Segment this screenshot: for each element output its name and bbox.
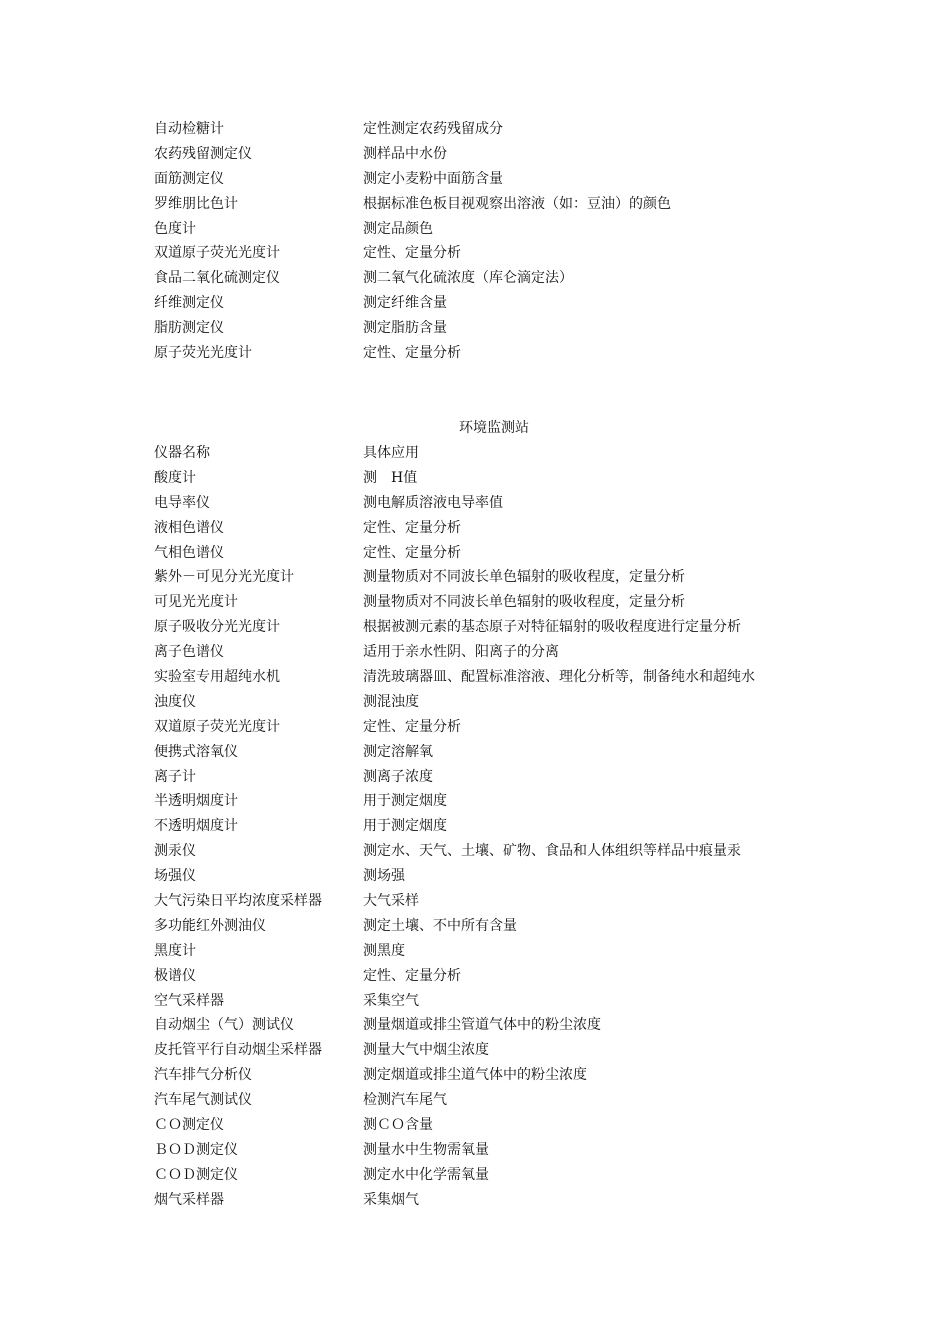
instrument-application: 测ＣＯ含量 <box>363 1117 433 1134</box>
table-row <box>154 939 854 964</box>
instrument-application: 清洗玻璃器皿、配置标准溶液、理化分析等，制备纯水和超纯水 <box>363 669 755 686</box>
instrument-name: 仪器名称 <box>154 445 210 461</box>
table-row <box>154 839 854 864</box>
instrument-name: 半透明烟度计 <box>154 793 238 810</box>
table-row <box>154 142 854 167</box>
instrument-name: 皮托管平行自动烟尘采样器 <box>154 1042 322 1059</box>
instrument-application: 采集烟气 <box>363 1191 419 1208</box>
table-row <box>154 167 854 192</box>
instrument-application: 测定溶解氧 <box>363 743 433 760</box>
table-row <box>154 516 854 541</box>
instrument-application: 测混浊度 <box>363 693 419 710</box>
instrument-name: 测汞仪 <box>154 843 196 860</box>
instrument-name: 液相色谱仪 <box>154 519 224 536</box>
instrument-application: 定性、定量分析 <box>363 345 461 362</box>
table-row <box>154 1013 854 1038</box>
table-row <box>154 765 854 790</box>
instrument-name: 气相色谱仪 <box>154 544 224 561</box>
instrument-name: 汽车排气分析仪 <box>154 1067 252 1084</box>
instrument-application: 定性、定量分析 <box>363 245 461 262</box>
instrument-name: 色度计 <box>154 220 196 237</box>
instrument-application: 测定品颜色 <box>363 220 433 237</box>
instrument-application: 测定脂肪含量 <box>363 320 447 337</box>
instrument-name: 不透明烟度计 <box>154 818 238 835</box>
table-row <box>154 964 854 989</box>
table-row <box>154 565 854 590</box>
instrument-name: 纤维测定仪 <box>154 295 224 312</box>
instrument-name: 电导率仪 <box>154 494 210 511</box>
instrument-list-environment <box>154 441 854 1213</box>
instrument-name: 黑度计 <box>154 942 196 959</box>
instrument-application: 测黑度 <box>363 942 405 959</box>
instrument-name: 离子色谱仪 <box>154 644 224 661</box>
instrument-application: 定性、定量分析 <box>363 544 461 561</box>
instrument-application: 采集空气 <box>363 992 419 1009</box>
instrument-name: 离子计 <box>154 768 196 785</box>
table-row <box>154 491 854 516</box>
table-row <box>154 441 854 466</box>
instrument-name: 实验室专用超纯水机 <box>154 669 280 686</box>
table-row <box>154 1063 854 1088</box>
instrument-application: 测定小麦粉中面筋含量 <box>363 170 503 187</box>
table-row <box>154 291 854 316</box>
instrument-application: 根据标准色板目视观察出溶液（如：豆油）的颜色 <box>363 195 671 212</box>
instrument-name: 大气污染日平均浓度采样器 <box>154 893 322 910</box>
table-row <box>154 541 854 566</box>
instrument-application: 测定烟道或排尘道气体中的粉尘浓度 <box>363 1067 587 1084</box>
instrument-name: 极谱仪 <box>154 967 196 984</box>
instrument-name: ＣＯ测定仪 <box>154 1117 224 1134</box>
table-row <box>154 217 854 242</box>
instrument-application: 用于测定烟度 <box>363 818 447 835</box>
table-row <box>154 590 854 615</box>
instrument-application: 测定水、天气、土壤、矿物、食品和人体组织等样品中痕量汞 <box>363 843 741 860</box>
instrument-application: 测场强 <box>363 868 405 885</box>
instrument-name: 双道原子荧光光度计 <box>154 245 280 262</box>
instrument-application: 测量水中生物需氧量 <box>363 1141 489 1158</box>
instrument-name: 自动检糖计 <box>154 121 224 137</box>
instrument-name: 空气采样器 <box>154 992 224 1009</box>
table-row <box>154 814 854 839</box>
table-row <box>154 864 854 889</box>
instrument-name: 食品二氧化硫测定仪 <box>154 270 280 287</box>
instrument-application: 根据被测元素的基态原子对特征辐射的吸收程度进行定量分析 <box>363 619 741 636</box>
instrument-application: 大气采样 <box>363 893 419 910</box>
instrument-name: 酸度计 <box>154 469 196 486</box>
table-row <box>154 266 854 291</box>
table-row <box>154 341 854 366</box>
instrument-name: 烟气采样器 <box>154 1191 224 1208</box>
instrument-name: ＣＯＤ测定仪 <box>154 1166 238 1183</box>
instrument-name: 原子荧光光度计 <box>154 345 252 362</box>
instrument-application: 定性、定量分析 <box>363 718 461 735</box>
instrument-application: 测定水中化学需氧量 <box>363 1166 489 1183</box>
table-row <box>154 615 854 640</box>
table-row <box>154 789 854 814</box>
instrument-application: 测样品中水份 <box>363 145 447 162</box>
instrument-name: 浊度仪 <box>154 693 196 710</box>
instrument-application: 具体应用 <box>363 445 419 461</box>
instrument-application: 测定纤维含量 <box>363 295 447 312</box>
instrument-name: 农药残留测定仪 <box>154 145 252 162</box>
table-row <box>154 989 854 1014</box>
instrument-application: 定性测定农药残留成分 <box>363 121 503 137</box>
table-row <box>154 117 854 142</box>
instrument-application: 测离子浓度 <box>363 768 433 785</box>
table-row <box>154 1038 854 1063</box>
instrument-name: 汽车尾气测试仪 <box>154 1092 252 1109</box>
table-row <box>154 665 854 690</box>
table-row <box>154 690 854 715</box>
instrument-application: 测二氧气化硫浓度（库仑滴定法） <box>363 270 573 287</box>
section-title: 环境监测站 <box>459 420 529 436</box>
instrument-application: 定性、定量分析 <box>363 967 461 984</box>
instrument-name: 罗维朋比色计 <box>154 195 238 212</box>
instrument-list-food <box>154 117 854 366</box>
instrument-application: 检测汽车尾气 <box>363 1092 447 1109</box>
table-row <box>154 241 854 266</box>
instrument-application: 适用于亲水性阴、阳离子的分离 <box>363 644 559 661</box>
instrument-name: 可见光光度计 <box>154 594 238 611</box>
instrument-application: 测定土壤、不中所有含量 <box>363 917 517 934</box>
instrument-application: 测量大气中烟尘浓度 <box>363 1042 489 1059</box>
instrument-application: 测 H值 <box>363 469 418 486</box>
table-row <box>154 889 854 914</box>
instrument-name: 原子吸收分光光度计 <box>154 619 280 636</box>
instrument-application: 用于测定烟度 <box>363 793 447 810</box>
table-row <box>154 914 854 939</box>
instrument-name: 面筋测定仪 <box>154 170 224 187</box>
table-row <box>154 1188 854 1213</box>
table-row <box>154 192 854 217</box>
instrument-name: ＢＯＤ测定仪 <box>154 1141 238 1158</box>
instrument-name: 脂肪测定仪 <box>154 320 224 337</box>
table-row <box>154 1113 854 1138</box>
instrument-application: 测量物质对不同波长单色辐射的吸收程度，定量分析 <box>363 594 685 611</box>
instrument-application: 测量物质对不同波长单色辐射的吸收程度，定量分析 <box>363 569 685 586</box>
table-row <box>154 316 854 341</box>
instrument-application: 测量烟道或排尘管道气体中的粉尘浓度 <box>363 1017 601 1034</box>
instrument-name: 自动烟尘（气）测试仪 <box>154 1017 294 1034</box>
instrument-application: 测电解质溶液电导率值 <box>363 494 503 511</box>
instrument-name: 紫外－可见分光光度计 <box>154 569 294 586</box>
instrument-name: 多功能红外测油仪 <box>154 917 266 934</box>
table-row <box>154 466 854 491</box>
table-row <box>154 715 854 740</box>
table-row <box>154 740 854 765</box>
table-row <box>154 1163 854 1188</box>
instrument-name: 便携式溶氧仪 <box>154 743 238 760</box>
instrument-name: 场强仪 <box>154 868 196 885</box>
instrument-name: 双道原子荧光光度计 <box>154 718 280 735</box>
instrument-application: 定性、定量分析 <box>363 519 461 536</box>
table-row <box>154 1138 854 1163</box>
table-row <box>154 640 854 665</box>
table-row <box>154 1088 854 1113</box>
